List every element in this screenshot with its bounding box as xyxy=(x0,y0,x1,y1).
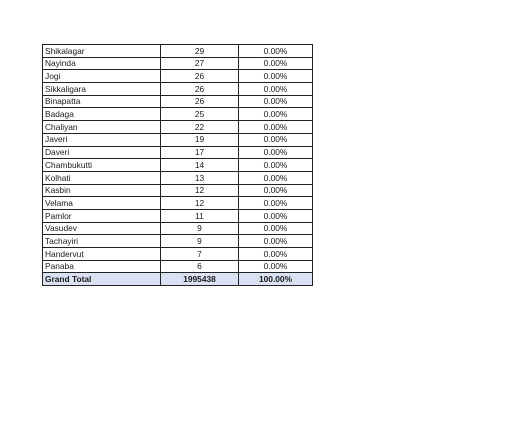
table-row xyxy=(43,235,313,248)
table-row xyxy=(43,121,313,134)
cell-count: 12 xyxy=(161,197,239,210)
cell-count: 7 xyxy=(161,248,239,261)
cell-percent: 0.00% xyxy=(239,95,313,108)
cell-percent: 0.00% xyxy=(239,260,313,273)
table-row xyxy=(43,209,313,222)
cell-percent: 0.00% xyxy=(239,45,313,58)
table-row xyxy=(43,159,313,172)
cell-name: Chambukutti xyxy=(43,159,161,172)
cell-percent: 0.00% xyxy=(239,171,313,184)
table-body xyxy=(43,45,313,286)
cell-name: Sikkaligara xyxy=(43,83,161,96)
cell-percent: 0.00% xyxy=(239,121,313,134)
cell-count: 26 xyxy=(161,95,239,108)
table-row xyxy=(43,184,313,197)
cell-count: 26 xyxy=(161,70,239,83)
cell-percent: 0.00% xyxy=(239,235,313,248)
cell-percent: 0.00% xyxy=(239,248,313,261)
table-row xyxy=(43,57,313,70)
cell-name: Pamlor xyxy=(43,209,161,222)
cell-count: 27 xyxy=(161,57,239,70)
cell-count: 29 xyxy=(161,45,239,58)
cell-count: 22 xyxy=(161,121,239,134)
cell-count: 11 xyxy=(161,209,239,222)
cell-count: 6 xyxy=(161,260,239,273)
data-table xyxy=(42,44,313,286)
table-row xyxy=(43,171,313,184)
cell-count: 19 xyxy=(161,133,239,146)
table-row xyxy=(43,108,313,121)
cell-percent: 0.00% xyxy=(239,70,313,83)
cell-name: Velama xyxy=(43,197,161,210)
table-row xyxy=(43,260,313,273)
table-row xyxy=(43,95,313,108)
cell-count: 13 xyxy=(161,171,239,184)
cell-count: 9 xyxy=(161,235,239,248)
table-row xyxy=(43,146,313,159)
table-row xyxy=(43,83,313,96)
table-row xyxy=(43,133,313,146)
cell-name: Kolhati xyxy=(43,171,161,184)
grand-total-percent: 100.00% xyxy=(239,273,313,286)
cell-percent: 0.00% xyxy=(239,83,313,96)
cell-name: Handervut xyxy=(43,248,161,261)
cell-name: Tachayiri xyxy=(43,235,161,248)
grand-total-row xyxy=(43,273,313,286)
grand-total-count: 1995438 xyxy=(161,273,239,286)
cell-percent: 0.00% xyxy=(239,222,313,235)
cell-percent: 0.00% xyxy=(239,133,313,146)
cell-name: Daveri xyxy=(43,146,161,159)
cell-name: Chaliyan xyxy=(43,121,161,134)
cell-count: 14 xyxy=(161,159,239,172)
table-row xyxy=(43,248,313,261)
grand-total-label: Grand Total xyxy=(43,273,161,286)
cell-count: 17 xyxy=(161,146,239,159)
cell-percent: 0.00% xyxy=(239,209,313,222)
table-row xyxy=(43,197,313,210)
table-row xyxy=(43,222,313,235)
cell-percent: 0.00% xyxy=(239,184,313,197)
cell-count: 12 xyxy=(161,184,239,197)
cell-name: Badaga xyxy=(43,108,161,121)
cell-name: Binapatta xyxy=(43,95,161,108)
cell-name: Javeri xyxy=(43,133,161,146)
table-row xyxy=(43,45,313,58)
cell-name: Panaba xyxy=(43,260,161,273)
cell-count: 9 xyxy=(161,222,239,235)
cell-name: Nayinda xyxy=(43,57,161,70)
cell-percent: 0.00% xyxy=(239,108,313,121)
cell-count: 26 xyxy=(161,83,239,96)
cell-name: Kasbin xyxy=(43,184,161,197)
cell-percent: 0.00% xyxy=(239,146,313,159)
cell-percent: 0.00% xyxy=(239,57,313,70)
cell-name: Jogi xyxy=(43,70,161,83)
cell-percent: 0.00% xyxy=(239,197,313,210)
cell-name: Vasudev xyxy=(43,222,161,235)
table-row xyxy=(43,70,313,83)
cell-percent: 0.00% xyxy=(239,159,313,172)
cell-count: 25 xyxy=(161,108,239,121)
cell-name: Shikalagar xyxy=(43,45,161,58)
